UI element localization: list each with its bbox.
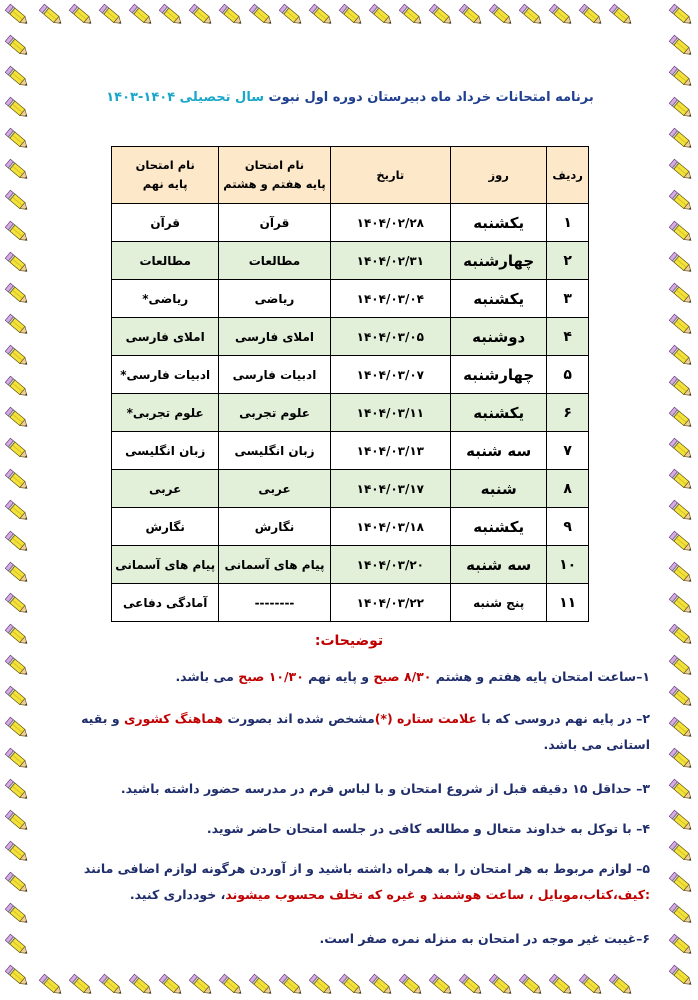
header-grade78 (219, 147, 330, 204)
pencil-icon (666, 93, 696, 123)
pencil-icon (666, 744, 696, 774)
pencil-icon (546, 0, 576, 30)
pencil-icon (666, 837, 696, 867)
pencil-icon (666, 651, 696, 681)
table-row (112, 546, 589, 584)
pencil-icon (306, 0, 336, 30)
left-border (0, 0, 34, 1000)
pencil-icon (36, 0, 66, 30)
row-grade9-exam: ریاضی* (112, 280, 219, 318)
pencil-icon (606, 0, 636, 30)
row-date: ۱۴۰۴/۰۳/۱۳ (330, 432, 450, 470)
pencil-icon (666, 961, 696, 991)
pencil-icon (156, 0, 186, 30)
row-day: چهارشنبه (451, 242, 547, 280)
pencil-icon (2, 124, 32, 154)
row-grade78-exam: -------- (219, 584, 330, 622)
note-4: ۴– با توکل به خداوند متعال و مطالعه کافی در جلسه امتحان حاضر شوید. (206, 821, 650, 836)
row-grade9-exam: نگارش (112, 508, 219, 546)
row-day: یکشنبه (451, 508, 547, 546)
pencil-icon (36, 970, 66, 1000)
note-2-star: علامت ستاره (*) (374, 711, 478, 726)
pencil-icon (2, 930, 32, 960)
note-3: ۳– حداقل ۱۵ دقیقه قبل از شروع امتحان و با لباس فرم در مدرسه حضور داشته باشید. (120, 781, 650, 796)
pencil-icon (2, 682, 32, 712)
pencil-icon (2, 248, 32, 278)
row-grade78-exam: ریاضی (219, 280, 330, 318)
pencil-icon (276, 0, 306, 30)
pencil-icon (306, 970, 336, 1000)
bottom-border (0, 970, 698, 1000)
row-date: ۱۴۰۴/۰۳/۲۰ (330, 546, 450, 584)
pencil-icon (186, 0, 216, 30)
note-2 (50, 706, 650, 758)
pencil-icon (666, 31, 696, 61)
pencil-icon (666, 713, 696, 743)
pencil-icon (96, 970, 126, 1000)
pencil-icon (66, 0, 96, 30)
pencil-icon (2, 93, 32, 123)
pencil-icon (2, 217, 32, 247)
pencil-icon (666, 372, 696, 402)
row-grade9-exam: زبان انگلیسی (112, 432, 219, 470)
table-row (112, 204, 589, 242)
pencil-icon (96, 0, 126, 30)
row-number: ۱۱ (547, 584, 589, 622)
pencil-icon (426, 970, 456, 1000)
pencil-icon (486, 970, 516, 1000)
pencil-icon (396, 970, 426, 1000)
pencil-icon (666, 0, 696, 30)
pencil-icon (666, 527, 696, 557)
pencil-icon (2, 465, 32, 495)
pencil-icon (666, 341, 696, 371)
table-row (112, 508, 589, 546)
row-grade9-exam: علوم تجربی* (112, 394, 219, 432)
pencil-icon (666, 496, 696, 526)
pencil-icon (2, 279, 32, 309)
pencil-icon (666, 868, 696, 898)
pencil-icon (666, 403, 696, 433)
pencil-icon (666, 775, 696, 805)
row-number: ۷ (547, 432, 589, 470)
table-row (112, 280, 589, 318)
title-main: برنامه امتحانات خرداد ماه دبیرستان دوره اول نبوت (263, 90, 594, 105)
pencil-icon (456, 970, 486, 1000)
header-grade9-line1: نام امتحان (135, 158, 195, 172)
row-number: ۱ (547, 204, 589, 242)
row-date: ۱۴۰۴/۰۳/۲۲ (330, 584, 450, 622)
note-5-text: ۵– لوازم مربوط به هر امتحان را به همراه داشته باشید و از آوردن هرگونه لوازم اضافی مانند (83, 861, 650, 876)
pencil-icon (2, 558, 32, 588)
row-date: ۱۴۰۴/۰۳/۱۷ (330, 470, 450, 508)
row-day: یکشنبه (451, 280, 547, 318)
row-day: دوشنبه (451, 318, 547, 356)
pencil-icon (666, 434, 696, 464)
row-day: سه شنبه (451, 546, 547, 584)
table-header-row (112, 147, 589, 204)
header-day: روز (451, 147, 547, 204)
pencil-icon (2, 434, 32, 464)
row-date: ۱۴۰۴/۰۳/۱۸ (330, 508, 450, 546)
pencil-icon (2, 186, 32, 216)
pencil-icon (246, 0, 276, 30)
pencil-icon (2, 775, 32, 805)
note-1-time-b: ۱۰/۳۰ صبح (238, 669, 304, 684)
table-row (112, 242, 589, 280)
pencil-icon (426, 0, 456, 30)
pencil-icon (666, 155, 696, 185)
pencil-icon (2, 961, 32, 991)
row-grade78-exam: علوم تجربی (219, 394, 330, 432)
row-number: ۸ (547, 470, 589, 508)
pencil-icon (2, 496, 32, 526)
table-row (112, 394, 589, 432)
pencil-icon (546, 970, 576, 1000)
pencil-icon (666, 248, 696, 278)
pencil-icon (2, 527, 32, 557)
row-grade9-exam: عربی (112, 470, 219, 508)
pencil-icon (2, 155, 32, 185)
header-grade78-line1: نام امتحان (244, 158, 305, 172)
pencil-icon (186, 970, 216, 1000)
pencil-icon (486, 0, 516, 30)
row-date: ۱۴۰۴/۰۳/۱۱ (330, 394, 450, 432)
pencil-icon (576, 0, 606, 30)
pencil-icon (666, 682, 696, 712)
pencil-icon (2, 744, 32, 774)
note-5 (50, 856, 650, 908)
pencil-icon (2, 403, 32, 433)
pencil-icon (2, 589, 32, 619)
row-grade9-exam: پیام های آسمانی (112, 546, 219, 584)
pencil-icon (66, 970, 96, 1000)
header-date: تاریخ (330, 147, 450, 204)
row-day: پنج شنبه (451, 584, 547, 622)
pencil-icon (666, 899, 696, 929)
pencil-icon (456, 0, 486, 30)
pencil-icon (666, 465, 696, 495)
pencil-icon (276, 970, 306, 1000)
header-row-number: ردیف (547, 147, 589, 204)
pencil-icon (666, 930, 696, 960)
note-1-time-a: ۸/۳۰ صبح (373, 669, 432, 684)
row-day: شنبه (451, 470, 547, 508)
pencil-icon (2, 806, 32, 836)
row-number: ۵ (547, 356, 589, 394)
row-grade78-exam: قرآن (219, 204, 330, 242)
table-row (112, 432, 589, 470)
pencil-icon (156, 970, 186, 1000)
pencil-icon (366, 0, 396, 30)
pencil-icon (2, 837, 32, 867)
pencil-icon (126, 0, 156, 30)
pencil-icon (216, 0, 246, 30)
row-grade78-exam: ادبیات فارسی (219, 356, 330, 394)
pencil-icon (576, 970, 606, 1000)
pencil-icon (516, 0, 546, 30)
pencil-icon (666, 186, 696, 216)
table-row (112, 584, 589, 622)
row-grade9-exam: آمادگی دفاعی (112, 584, 219, 622)
pencil-icon (2, 899, 32, 929)
row-number: ۶ (547, 394, 589, 432)
header-grade9 (112, 147, 219, 204)
pencil-icon (336, 0, 366, 30)
header-grade78-line2: پایه هفتم و هشتم (223, 177, 326, 191)
note-2-national: هماهنگ کشوری (123, 711, 224, 726)
pencil-icon (2, 713, 32, 743)
pencil-icon (666, 806, 696, 836)
row-grade78-exam: زبان انگلیسی (219, 432, 330, 470)
pencil-icon (666, 124, 696, 154)
row-grade9-exam: قرآن (112, 204, 219, 242)
row-number: ۴ (547, 318, 589, 356)
note-1 (50, 664, 650, 690)
row-date: ۱۴۰۴/۰۳/۰۵ (330, 318, 450, 356)
pencil-icon (666, 558, 696, 588)
pencil-icon (2, 651, 32, 681)
row-date: ۱۴۰۴/۰۳/۰۷ (330, 356, 450, 394)
row-grade78-exam: نگارش (219, 508, 330, 546)
row-number: ۹ (547, 508, 589, 546)
pencil-icon (2, 372, 32, 402)
row-day: یکشنبه (451, 204, 547, 242)
note-1-text-end: می باشد. (175, 669, 239, 684)
row-grade78-exam: پیام های آسمانی (219, 546, 330, 584)
note-2-text: ۲– در پایه نهم دروسی که با (477, 711, 650, 726)
row-grade78-exam: مطالعات (219, 242, 330, 280)
pencil-icon (2, 62, 32, 92)
row-date: ۱۴۰۴/۰۲/۳۱ (330, 242, 450, 280)
row-date: ۱۴۰۴/۰۳/۰۴ (330, 280, 450, 318)
pencil-icon (666, 310, 696, 340)
note-1-text-mid: و پایه نهم (303, 669, 374, 684)
table-row (112, 318, 589, 356)
note-1-text: ۱–ساعت امتحان پایه هفتم و هشتم (431, 669, 650, 684)
note-5-text-end: ، خودداری کنید. (129, 887, 226, 902)
note-2-text-end: و بقیه استانی می باشد. (81, 711, 650, 752)
note-2-text-mid: مشخص شده اند بصورت (223, 711, 375, 726)
row-number: ۱۰ (547, 546, 589, 584)
row-grade78-exam: املای فارسی (219, 318, 330, 356)
row-grade9-exam: املای فارسی (112, 318, 219, 356)
pencil-icon (366, 970, 396, 1000)
pencil-icon (2, 341, 32, 371)
row-grade9-exam: مطالعات (112, 242, 219, 280)
pencil-icon (396, 0, 426, 30)
pencil-icon (336, 970, 366, 1000)
pencil-icon (666, 279, 696, 309)
pencil-icon (516, 970, 546, 1000)
pencil-icon (2, 0, 32, 30)
row-day: سه شنبه (451, 432, 547, 470)
table-row (112, 356, 589, 394)
row-number: ۲ (547, 242, 589, 280)
row-date: ۱۴۰۴/۰۲/۲۸ (330, 204, 450, 242)
notes-title: توضیحات: (314, 633, 384, 649)
note-5-items: :کیف،کتاب،موبایل ، ساعت هوشمند و غیره که تخلف محسوب میشوند (225, 887, 650, 902)
row-day: چهارشنبه (451, 356, 547, 394)
pencil-icon (246, 970, 276, 1000)
pencil-icon (666, 589, 696, 619)
top-border (0, 0, 698, 30)
pencil-icon (126, 970, 156, 1000)
pencil-icon (216, 970, 246, 1000)
pencil-icon (666, 62, 696, 92)
pencil-icon (2, 868, 32, 898)
note-6: ۶–غیبت غیر موجه در امتحان به منزله نمره صفر است. (319, 931, 650, 946)
header-grade9-line2: پایه نهم (142, 177, 188, 191)
pencil-icon (606, 970, 636, 1000)
right-border (664, 0, 698, 1000)
pencil-icon (666, 217, 696, 247)
row-grade78-exam: عربی (219, 470, 330, 508)
exam-schedule-table (111, 146, 589, 622)
title-year: سال تحصیلی ۱۴۰۴-۱۴۰۳ (106, 90, 264, 105)
table-row (112, 470, 589, 508)
row-grade9-exam: ادبیات فارسی* (112, 356, 219, 394)
page-title (70, 90, 630, 105)
row-day: یکشنبه (451, 394, 547, 432)
pencil-icon (2, 31, 32, 61)
row-number: ۳ (547, 280, 589, 318)
pencil-icon (2, 310, 32, 340)
